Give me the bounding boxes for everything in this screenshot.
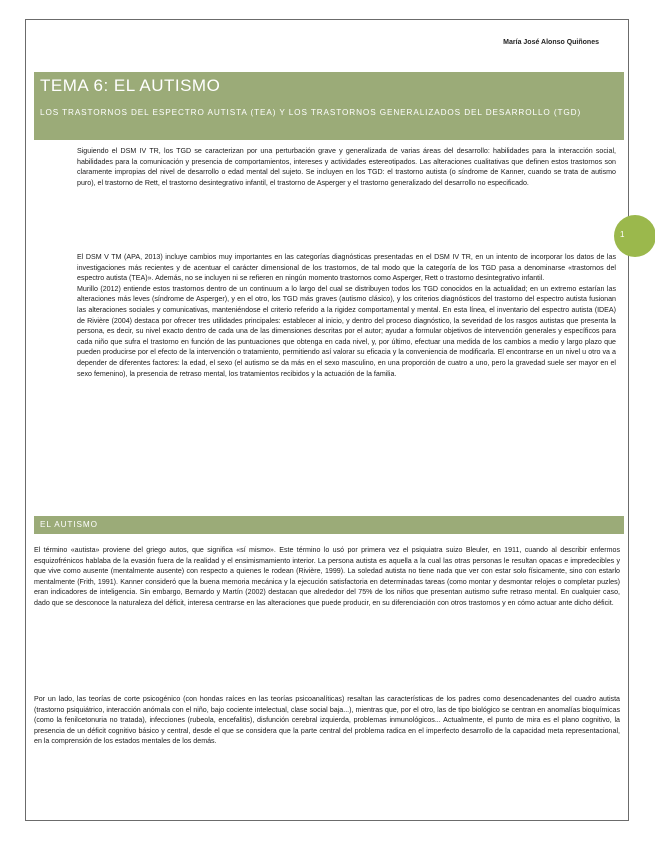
paragraph-text: Por un lado, las teorías de corte psicogénico (con hondas raíces en las teorías psicoanalíticas) resaltan las características de los padres como desencadenantes del cuadro autista (trastorno psiquiátrico, interacción anómala con el niño, bajo cociente intelectual, clase social baja...), mientras que, por el otro, las de tipo biológico se centran en anomalías bioquímicas (como la fenilcetonuria no tratada), infecciones (rubeola, encefalitis), disfunción cerebral izquierda, problemas inmunológicos... Actualmente, el punto de mira es el plano cognitivo, la presencia de un déficit cognitivo básico y central, desde el que se considera que la parte central del problema radica en el imperfecto desarrollo de la capacidad meta representacional, en la comprensión de los estados mentales de los demás. xyxy=(34,695,620,746)
paragraph-text: Murillo (2012) entiende estos trastornos dentro de un continuum a lo largo del cual se distribuyen todos los TGD conocidos en la actualidad; en un extremo estarían las alteraciones más leves (síndrome de Asperger), y en el otro, los TGD más graves (autismo clásico), y los criterios diagnósticos del trastorno del espectro autista fusionan las alteraciones sociales y comunicativas, manteniéndose el criterio referido a la rigidez comportamental y mental. En esta línea, el inventario del espectro autista (IDEA) de Rivière (2004) destaca por ofrecer tres utilidades principales: establecer al inicio, y dentro del proceso diagnóstico, la severidad de los rasgos autistas que presenta la persona, es decir, su nivel exacto dentro de cada una de las dimensiones descritas por el autor; ayudar a formular objetivos de intervención generales y específicos para cada niño que sufra el trastorno en función de las puntuaciones que obtenga en cada nivel, y, por último, efectuar una medida de los cambios a medio y largo plazo que pueden producirse por el efecto de la intervención o tratamiento, permitiendo así valorar su eficacia y la conveniencia de modificarla. El encontrarse en un nivel u otro va a depender de diferentes factores: la edad, el sexo (el autismo se da más en el sexo masculino, en una proporción de cuatro a uno, pero la gravedad suele ser mayor en el sexo femenino), la presencia de retraso mental, los tratamientos recibidos y la actuación de la familia. xyxy=(77,284,616,378)
section-paragraph-1 xyxy=(34,545,620,609)
paragraph-text: Siguiendo el DSM IV TR, los TGD se caracterizan por una perturbación grave y generalizada de varias áreas del desarrollo: habilidades para la interacción social, habilidades para la comunicación y presencia de comportamientos, intereses y actividades estereotipados. Las alteraciones cualitativas que definen estos trastornos son claramente impropias del nivel de desarrollo o edad mental del sujeto. Se incluyen en los TGD: el trastorno autista (o síndrome de Kanner, cuando se trata de autismo puro), el trastorno de Rett, el trastorno desintegrativo infantil, el trastorno de Asperger y el trastorno generalizado del desarrollo no especificado. xyxy=(77,147,616,187)
paragraph-text: El DSM V TM (APA, 2013) incluye cambios muy importantes en las categorías diagnósticas presentadas en el DSM IV TR, en un intento de incorporar los datos de las investigaciones más recientes y de acentuar el carácter dimensional de los trastornos, de tal modo que la categoría de los TGD pasa a denominarse «trastornos del espectro autista (TEA)». Además, no se incluyen ni se refieren en ningún momento trastornos como Asperger, Rett o trastorno desintegrativo infantil. xyxy=(77,253,616,283)
page-number: 1 xyxy=(620,230,625,239)
paragraph-text: El término «autista» proviene del griego autos, que significa «sí mismo». Este término lo usó por primera vez el psiquiatra suizo Bleuler, en 1911, cuando al describir enfermos esquizofrénicos hablaba de la evasión fuera de la realidad y el ensimismamiento interior. La persona autista es aquella a la cual las otras personas le resultan opacas e impredecibles y que vive como ausente (mentalmente ausente) con respecto a quienes le rodean (Rivière, 1999). La soledad autista no tiene nada que ver con estar solo físicamente, sino con estarlo mentalmente (Frith, 1991). Kanner consideró que la buena memoria mecánica y la ejecución satisfactoria en determinadas tareas (como montar y desmontar relojes o completar puzles) eran indicadores de inteligencia. Sin embargo, Bernardo y Martín (2002) destacan que alrededor del 75% de los niños que presentan autismo sufre retraso mental. En cualquier caso, dado que se desconoce la naturaleza del déficit, interesa centrarse en las alteraciones que puede producir, en su diferenciación con otros trastornos y en cómo actuar ante dicho déficit. xyxy=(34,546,620,607)
intro-paragraph-1 xyxy=(77,146,616,188)
intro-paragraph-2 xyxy=(77,252,616,379)
title-band xyxy=(34,72,624,140)
page-title: TEMA 6: EL AUTISMO xyxy=(40,76,221,95)
section-heading: EL AUTISMO xyxy=(34,516,624,534)
author-name: María José Alonso Quiñones xyxy=(503,39,599,46)
page-subtitle: LOS TRASTORNOS DEL ESPECTRO AUTISTA (TEA) Y LOS TRASTORNOS GENERALIZADOS DEL DESARROLLO (TGD) xyxy=(40,108,582,117)
section-paragraph-2 xyxy=(34,694,620,747)
